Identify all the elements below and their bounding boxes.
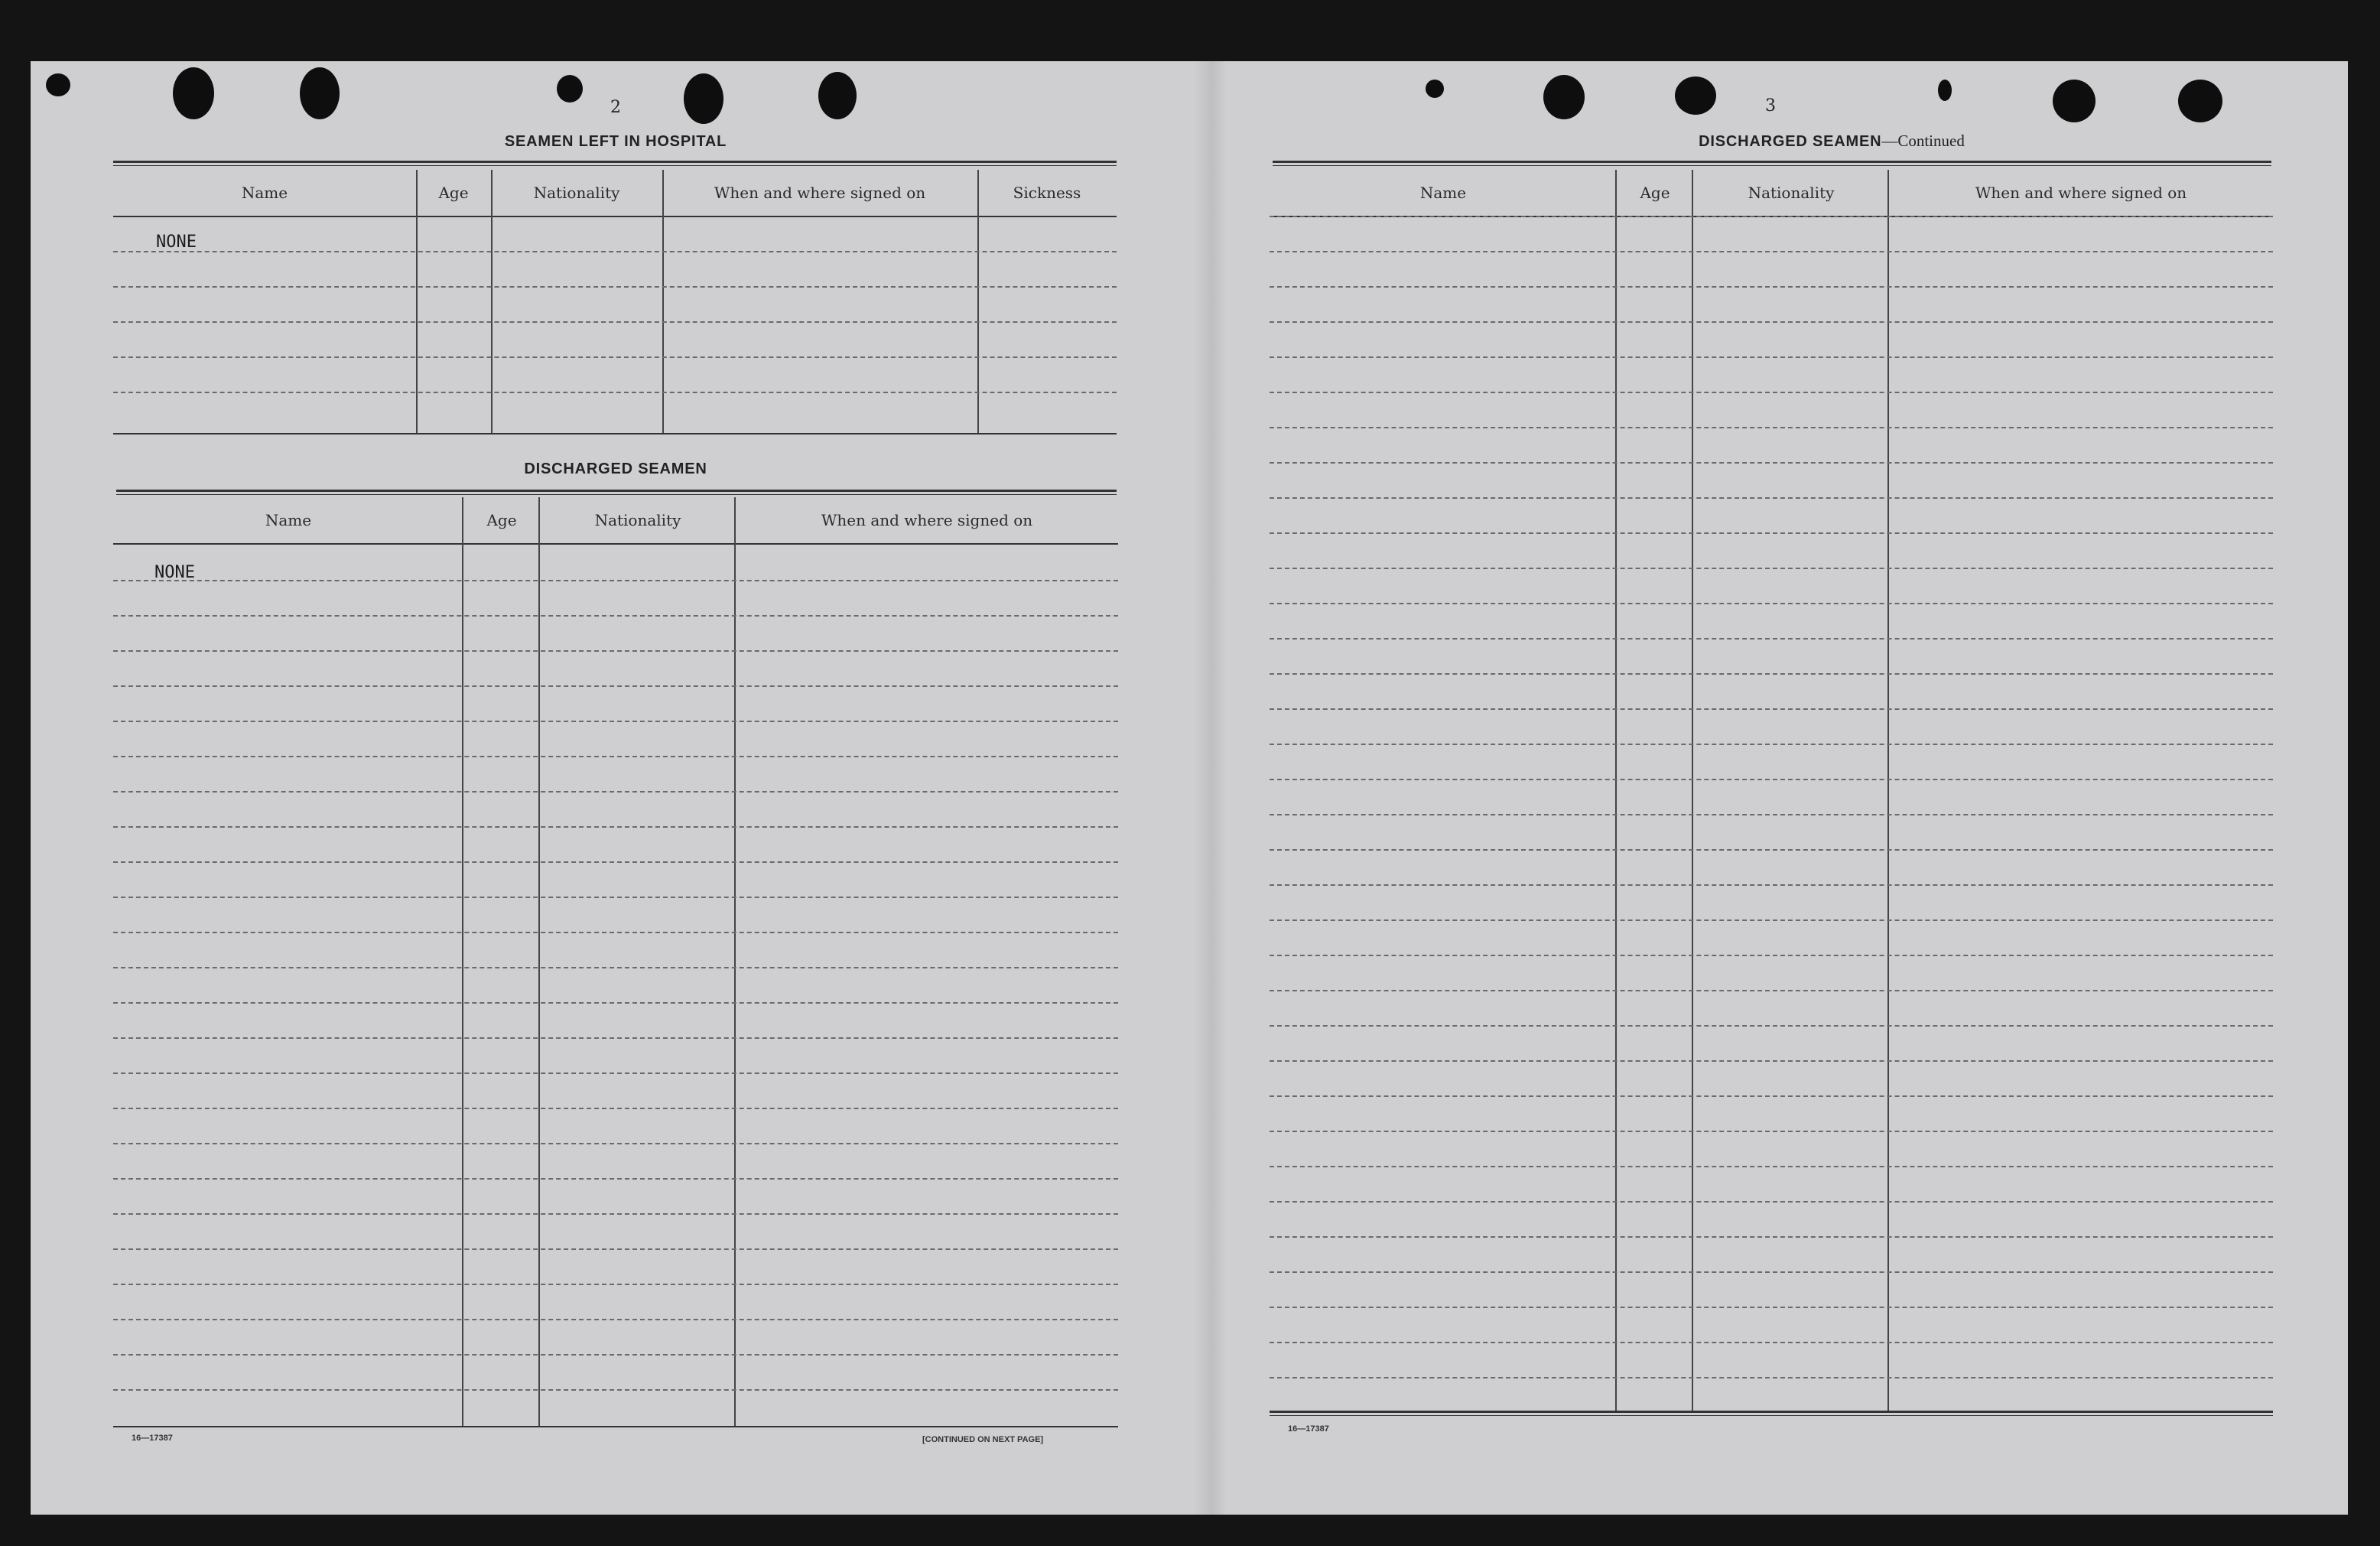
hospital-bottom-rule	[113, 433, 1117, 435]
table-row-rule	[1270, 1201, 2273, 1203]
table-row-rule	[113, 1143, 1118, 1144]
table-row-rule	[113, 1002, 1118, 1004]
table-row-rule	[113, 756, 1118, 757]
table-row-rule	[1270, 532, 2273, 534]
table-row-rule	[1270, 392, 2273, 393]
hospital-col-signed-on: When and where signed on	[714, 184, 926, 202]
hospital-entry-none: NONE	[156, 233, 197, 252]
table-row-rule	[1270, 1025, 2273, 1027]
right-col-nationality: Nationality	[1748, 184, 1835, 202]
hospital-col-age: Age	[438, 184, 469, 202]
discharged-entry-none: NONE	[154, 563, 195, 582]
table-row-rule	[1270, 427, 2273, 428]
table-row-rule	[1270, 673, 2273, 675]
hospital-col-divider	[977, 170, 979, 433]
hospital-header-rule	[113, 216, 1117, 217]
table-row-rule	[1270, 1271, 2273, 1273]
discharged-header-rule	[113, 543, 1118, 545]
table-row-rule	[113, 1389, 1118, 1391]
discharged-table	[113, 497, 1118, 1430]
table-row-rule	[1270, 497, 2273, 499]
table-row-rule	[113, 1354, 1118, 1356]
discharged-col-divider	[462, 497, 463, 1426]
table-row-rule	[113, 615, 1118, 617]
left-form-number: 16—17387	[132, 1434, 173, 1443]
table-row-rule	[113, 580, 1118, 581]
discharged-section-title: DISCHARGED SEAMEN	[524, 461, 707, 477]
right-page-number: 3	[1765, 96, 1776, 116]
right-form-number: 16—17387	[1288, 1424, 1329, 1434]
table-row-rule	[113, 685, 1118, 687]
hospital-row-rule	[113, 356, 1117, 358]
left-page-number: 2	[610, 98, 621, 117]
table-row-rule	[1270, 286, 2273, 288]
table-row-rule	[1270, 356, 2273, 358]
table-row-rule	[1270, 884, 2273, 886]
right-col-name: Name	[1419, 184, 1467, 202]
table-row-rule	[113, 861, 1118, 863]
discharged-col-divider	[734, 497, 736, 1426]
discharged-title-rule	[116, 490, 1117, 495]
right-col-signed-on: When and where signed on	[1975, 184, 2187, 202]
right-section-title-suffix: —Continued	[1881, 132, 1965, 150]
table-row-rule	[113, 791, 1118, 793]
table-row-rule	[1270, 321, 2273, 323]
hospital-row-rule	[113, 251, 1117, 252]
table-row-rule	[1270, 849, 2273, 851]
right-bottom-rule	[1270, 1411, 2273, 1416]
table-row-rule	[1270, 1377, 2273, 1378]
table-row-rule	[1270, 1307, 2273, 1308]
right-section-title-main: DISCHARGED SEAMEN	[1699, 133, 1882, 150]
table-row-rule	[1270, 1095, 2273, 1097]
discharged-col-age: Age	[486, 511, 517, 529]
hospital-row-rule	[113, 392, 1117, 393]
table-row-rule	[1270, 919, 2273, 921]
table-row-rule	[113, 1284, 1118, 1285]
right-section-title	[1270, 132, 2380, 151]
hospital-title-rule	[113, 161, 1117, 166]
table-row-rule	[113, 826, 1118, 828]
hospital-col-sickness: Sickness	[1013, 184, 1081, 202]
continued-note: [CONTINUED ON NEXT PAGE]	[922, 1435, 1044, 1444]
hospital-col-divider	[662, 170, 664, 433]
table-row-rule	[113, 1319, 1118, 1320]
table-row-rule	[113, 1037, 1118, 1039]
discharged-col-name: Name	[265, 511, 312, 529]
table-row-rule	[113, 721, 1118, 722]
table-row-rule	[1270, 638, 2273, 640]
hospital-table	[113, 170, 1117, 438]
hospital-row-rule	[113, 286, 1117, 288]
punch-hole	[1543, 75, 1585, 119]
table-row-rule	[1270, 603, 2273, 604]
table-row-rule	[1270, 779, 2273, 780]
punch-hole	[173, 67, 214, 119]
table-row-rule	[113, 1072, 1118, 1074]
table-row-rule	[113, 1178, 1118, 1180]
hospital-col-divider	[416, 170, 418, 433]
table-row-rule	[1270, 1060, 2273, 1062]
hospital-col-nationality: Nationality	[533, 184, 620, 202]
table-row-rule	[1270, 1166, 2273, 1167]
table-row-rule	[1270, 955, 2273, 956]
discharged-col-nationality: Nationality	[594, 511, 681, 529]
hospital-col-name: Name	[241, 184, 288, 202]
table-row-rule	[113, 1248, 1118, 1250]
table-row-rule	[1270, 462, 2273, 464]
punch-hole	[300, 67, 340, 119]
punch-hole	[818, 72, 857, 119]
punch-hole	[2178, 80, 2222, 122]
hospital-col-divider	[491, 170, 493, 433]
right-title-rule	[1273, 161, 2271, 166]
page-fold	[1193, 61, 1227, 1515]
table-row-rule	[113, 967, 1118, 968]
discharged-col-divider	[538, 497, 540, 1426]
punch-hole	[684, 73, 723, 124]
punch-hole	[46, 73, 70, 96]
table-row-rule	[1270, 1342, 2273, 1343]
table-row-rule	[1270, 990, 2273, 991]
right-discharged-table	[1270, 170, 2273, 1417]
punch-hole	[1675, 76, 1716, 115]
table-row-rule	[113, 1108, 1118, 1109]
hospital-row-rule	[113, 321, 1117, 323]
discharged-bottom-rule	[113, 1426, 1118, 1427]
table-row-rule	[113, 932, 1118, 933]
punch-hole	[1426, 80, 1444, 98]
table-row-rule	[113, 650, 1118, 652]
punch-hole	[557, 75, 583, 103]
hospital-section-title: SEAMEN LEFT IN HOSPITAL	[504, 133, 727, 150]
table-row-rule	[113, 897, 1118, 898]
punch-hole	[2053, 80, 2096, 122]
table-row-rule	[1270, 568, 2273, 569]
table-row-rule	[1270, 814, 2273, 815]
table-row-rule	[1270, 216, 2273, 217]
punch-hole	[1938, 80, 1952, 101]
discharged-col-signed-on: When and where signed on	[821, 511, 1033, 529]
table-row-rule	[1270, 708, 2273, 710]
table-row-rule	[1270, 251, 2273, 252]
table-row-rule	[1270, 744, 2273, 745]
table-row-rule	[1270, 1236, 2273, 1238]
table-row-rule	[113, 1213, 1118, 1215]
table-row-rule	[1270, 1131, 2273, 1132]
right-col-age: Age	[1640, 184, 1670, 202]
